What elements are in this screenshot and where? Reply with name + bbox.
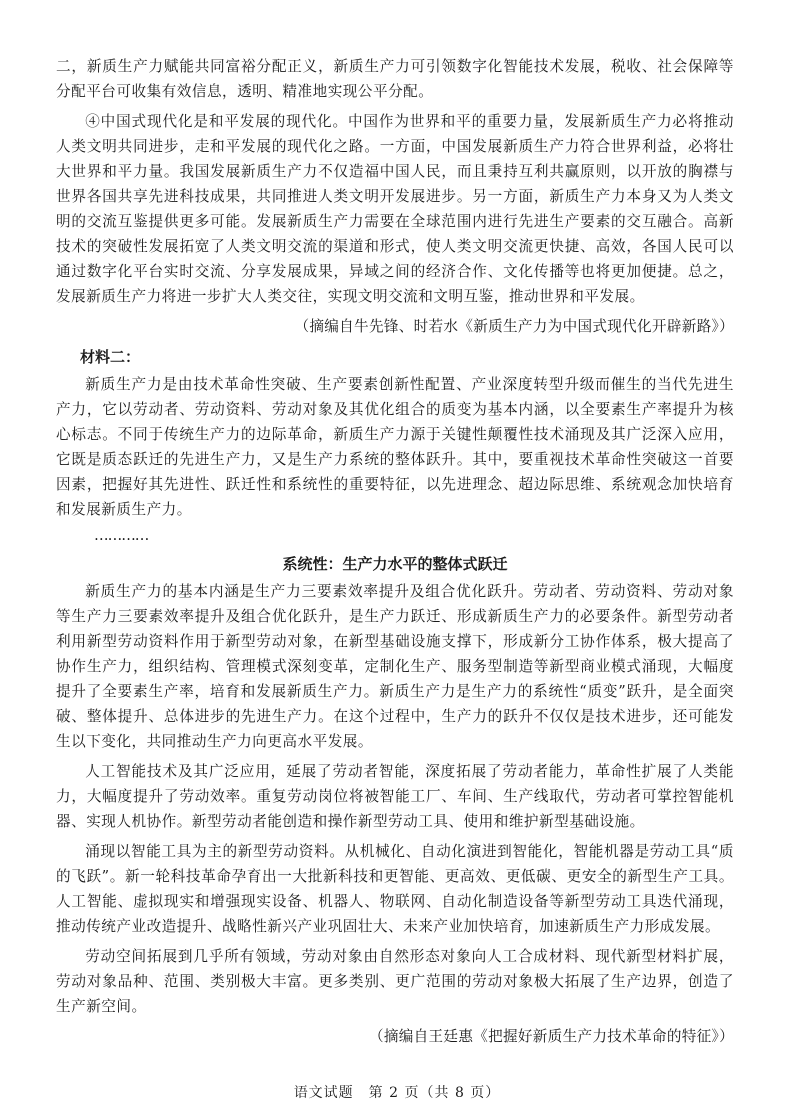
paragraph-continuation: 二，新质生产力赋能共同富裕分配正义，新质生产力可引领数字化智能技术发展，税收、社会保障等分配平台可收集有效信息，透明、精准地实现公平分配。 xyxy=(56,58,734,100)
section-paragraph: 新质生产力的基本内涵是生产力三要素效率提升及组合优化跃升。劳动者、劳动资料、劳动对象等生产力三要素效率提升及组合优化跃升，是生产力跃迁、形成新质生产力的必要条件。新型劳动者利用新型劳动资料作用于新型劳动对象，在新型基础设施支撑下，形成新分工协作体系，极大提高了协作生产力，组织结构、管理模式深刻变革，定制化生产、服务型制造等新型商业模式涌现，大幅度提升了全要素生产率，培育和发展新质生产力。新质生产力是生产力的系统性“质变”跃升，是全面突破、整体提升、总体进步的先进生产力。在这个过程中，生产力的跃升不仅仅是技术进步，还可能发生以下变化，共同推动生产力向更高水平发展。 xyxy=(56,583,734,750)
material-2-intro: 新质生产力是由技术革命性突破、生产要素创新性配置、产业深度转型升级而催生的当代先进生产力，它以劳动者、劳动资料、劳动对象及其优化组合的质变为基本内涵，以全要素生产率提升为核心标志。不同于传统生产力的边际革命，新质生产力源于关键性颠覆性技术涌现及其广泛深入应用，它既是质态跃迁的先进生产力，又是生产力系统的整体跃升。其中，要重视技术革命性突破这一首要因素，把握好其先进性、跃迁性和系统性的重要特征，以先进理念、超边际思维、系统观念加快培育和发展新质生产力。 xyxy=(56,376,734,518)
paragraph-point-4: ④中国式现代化是和平发展的现代化。中国作为世界和平的重要力量，发展新质生产力必将推动人类文明共同进步，走和平发展的现代化之路。一方面，中国发展新质生产力符合世界利益，必将壮大世界和平力量。我国发展新质生产力不仅造福中国人民，而且秉持互利共赢原则，以开放的胸襟与世界各国共享先进科技成果，共同推进人类文明开发展进步。另一方面，新质生产力本身又为人类文明的交流互鉴提供更多可能。发展新质生产力需要在全球范围内进行先进生产要素的交互融合。高新技术的突破性发展拓宽了人类文明交流的渠道和形式，使人类文明交流更快捷、高效，各国人民可以通过数字化平台实时交流、分享发展成果，异域之间的经济合作、文化传播等也将更加便捷。总之，发展新质生产力将进一步扩大人类交往，实现文明交流和文明互鉴，推动世界和平发展。 xyxy=(56,113,734,305)
page-footer: 语文试题 第 2 页（共 8 页） xyxy=(293,1085,501,1101)
material-2-heading: 材料二： xyxy=(80,348,141,366)
section-paragraph: 人工智能技术及其广泛应用，延展了劳动者智能，深度拓展了劳动者能力，革命性扩展了人类能力，大幅度提升了劳动效率。重复劳动岗位将被智能工厂、车间、生产线取代，劳动者可掌控智能机器、实现人机协作。新型劳动者能创造和操作新型劳动工具、使用和维护新型基础设施。 xyxy=(56,763,734,830)
omission-ellipsis: ………… xyxy=(94,527,149,544)
source-citation-1: （摘编自牛先锋、时若水《新质生产力为中国式现代化开辟新路》） xyxy=(294,318,734,335)
section-heading: 系统性：生产力水平的整体式跃迁 xyxy=(282,555,508,573)
source-citation-2: （摘编自王廷惠《把握好新质生产力技术革命的特征》） xyxy=(368,1028,734,1045)
section-paragraph: 劳动空间拓展到几乎所有领域，劳动对象由自然形态对象向人工合成材料、现代新型材料扩展，劳动对象品种、范围、类别极大丰富。更多类别、更广范围的劳动对象极大拓展了生产边界，创造了生产新空间。 xyxy=(56,948,734,1015)
section-paragraph: 涌现以智能工具为主的新型劳动资料。从机械化、自动化演进到智能化，智能机器是劳动工具“质的飞跃”。新一轮科技革命孕育出一大批新科技和更智能、更高效、更低碳、更安全的新型生产工具。人工智能、虚拟现实和增强现实设备、机器人、物联网、自动化制造设备等新型劳动工具迭代涌现，推动传统产业改造提升、战略性新兴产业巩固壮大、未来产业加快培育，加速新质生产力形成发展。 xyxy=(56,843,734,935)
